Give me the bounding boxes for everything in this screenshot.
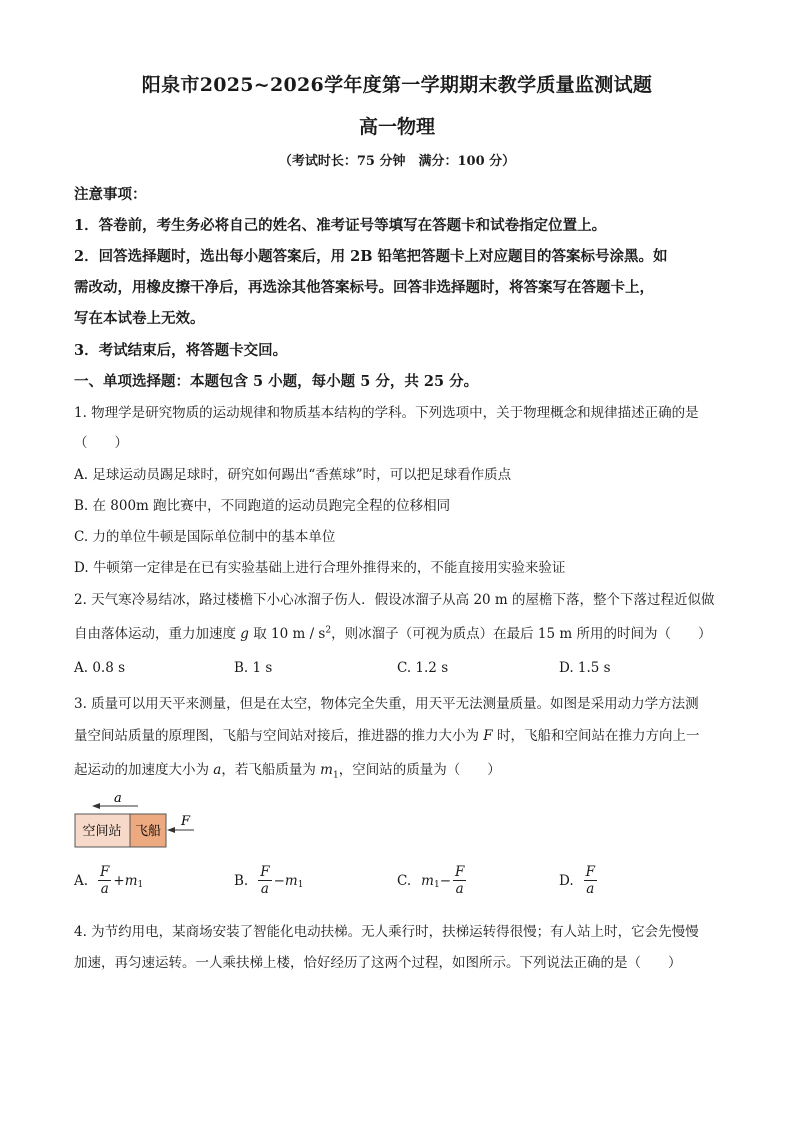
- q3-c-sub: 1: [433, 879, 440, 890]
- q3-var-a: a: [213, 762, 222, 778]
- q3-d-den: a: [586, 881, 595, 897]
- q2-option-c: C. 1.2 s: [397, 660, 449, 676]
- q3-stem-b1: 量空间站质量的原理图，飞船与空间站对接后，推进器的推力大小为: [74, 728, 484, 744]
- q1-option-b: B. 在 800m 跑比赛中，不同跑道的运动员跑完全程的位移相同: [74, 498, 451, 514]
- notice-item-3: 3．考试结束后，将答题卡交回。: [74, 342, 288, 359]
- notice-item-2b: 需改动，用橡皮擦干净后，再选涂其他答案标号。回答非选择题时，将答案写在答题卡上，: [74, 279, 654, 296]
- q2-stem-a: 2. 天气寒冷易结冰，路过楼檐下小心冰溜子伤人．假设冰溜子从高 20 m 的屋檐下落，整个下落过程近似做: [74, 592, 715, 608]
- section1-heading: 一、单项选择题：本题包含 5 小题，每小题 5 分，共 25 分。: [74, 373, 479, 390]
- q3-stem-c2: ，若飞船质量为: [221, 762, 321, 778]
- q4-stem-b: 加速，再匀速运转。一人乘扶梯上楼，恰好经历了这两个过程，如图所示。下列说法正确的是（ ）: [74, 955, 682, 971]
- diagram-accel-arrow-head: [92, 803, 100, 809]
- q1-option-c: C. 力的单位牛顿是国际单位制中的基本单位: [74, 529, 336, 545]
- q2-sup: 2: [325, 625, 332, 636]
- q2-stem-b2: 取 10 m / s: [248, 626, 326, 642]
- q3-var-f: F: [483, 728, 493, 744]
- q2-var-g: g: [240, 626, 249, 642]
- q3-b-m: m: [284, 872, 298, 889]
- q2-option-a: A. 0.8 s: [74, 660, 126, 676]
- q3-var-m: m: [320, 762, 333, 778]
- q3-c-op: −: [439, 872, 451, 889]
- notice-item-1: 1．答卷前，考生务必将自己的姓名、准考证号等填写在答题卡和试卷指定位置上。: [74, 217, 607, 234]
- q3-c-den: a: [455, 881, 464, 897]
- q3-a-op: +: [113, 872, 125, 889]
- q3-c-num: F: [455, 864, 465, 880]
- exam-title: 阳泉市2025~2026学年度第一学期期末教学质量监测试题: [141, 74, 653, 96]
- q3-c-m: m: [421, 872, 434, 889]
- q1-option-a: A. 足球运动员踢足球时，研究如何踢出“香蕉球”时，可以把足球看作质点: [74, 467, 512, 483]
- q4-stem-a: 4. 为节约用电，某商场安装了智能化电动扶梯。无人乘行时，扶梯运转得很慢；有人站上时，它会先慢慢: [74, 924, 699, 940]
- q2-option-d: D. 1.5 s: [559, 660, 611, 676]
- q3-b-label: B.: [234, 872, 249, 889]
- q3-diagram: [74, 788, 204, 852]
- q1-option-d: D. 牛顿第一定律是在已有实验基础上进行合理外推得来的，不能直接用实验来验证: [74, 560, 566, 576]
- q3-a-label: A.: [74, 872, 89, 889]
- q3-stem-c1: 起运动的加速度大小为: [74, 762, 214, 778]
- exam-info: （考试时长：75 分钟 满分：100 分）: [278, 154, 516, 169]
- q3-a-m: m: [124, 872, 138, 889]
- q3-d-num: F: [585, 864, 596, 880]
- q3-stem-c3: ，空间站的质量为（ ）: [338, 762, 501, 778]
- q3-a-den: a: [100, 881, 109, 897]
- exam-subject: 高一物理: [358, 116, 435, 138]
- q3-a-sub: 1: [137, 879, 144, 890]
- q3-option-d: [559, 864, 599, 897]
- q3-stem-b2: 时，飞船和空间站在推力方向上一: [492, 728, 700, 744]
- diagram-station-label: 空间站: [82, 824, 122, 839]
- notice-item-2a: 2．回答选择题时，选出每小题答案后，用 2B 铅笔把答题卡上对应题目的答案标号涂黑。如: [74, 248, 668, 265]
- q3-sub: 1: [332, 770, 339, 781]
- q3-stem-c: [74, 758, 724, 781]
- notice-heading: 注意事项：: [74, 186, 147, 203]
- q3-option-b: [234, 864, 303, 897]
- q3-option-a: [74, 864, 143, 897]
- q3-option-c: [397, 864, 468, 897]
- q3-stem-a: 3. 质量可以用天平来测量，但是在太空，物体完全失重，用天平无法测量质量。如图是采用动力学方法测: [74, 696, 699, 712]
- diagram-ship-label: 飞船: [134, 824, 162, 839]
- q3-a-num: F: [100, 864, 110, 880]
- diagram-a-label: a: [114, 791, 122, 806]
- q2-stem-b1: 自由落体运动，重力加速度: [74, 626, 241, 642]
- q3-d-label: D.: [559, 872, 574, 889]
- q3-b-sub: 1: [297, 879, 304, 890]
- q1-stem-b: （ ）: [74, 435, 128, 451]
- q2-stem-b3: ，则冰溜子（可视为质点）在最后 15 m 所用的时间为（ ）: [331, 626, 712, 642]
- notice-item-2c: 写在本试卷上无效。: [74, 310, 205, 327]
- q2-option-b: B. 1 s: [234, 660, 273, 676]
- diagram-force-arrow-head: [167, 827, 175, 833]
- q3-b-num: F: [260, 864, 270, 880]
- q2-stem-b: [74, 622, 724, 642]
- q3-stem-b: [74, 724, 724, 744]
- q3-b-den: a: [260, 881, 269, 897]
- diagram-f-label: F: [181, 814, 191, 829]
- q1-stem-a: 1. 物理学是研究物质的运动规律和物质基本结构的学科。下列选项中，关于物理概念和规律描述正确的是: [74, 405, 699, 421]
- q3-b-op: −: [273, 872, 285, 889]
- q3-c-label: C.: [397, 872, 412, 889]
